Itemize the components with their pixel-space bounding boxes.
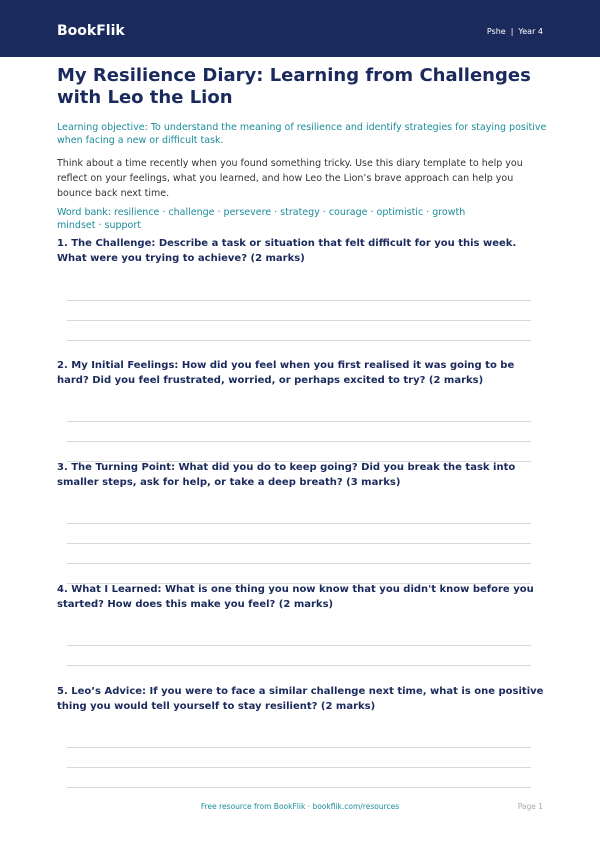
page-number: Page 1: [517, 802, 543, 811]
word-separator: ·: [274, 207, 278, 218]
word-bank-word: resilience: [114, 207, 160, 218]
word-bank-word: persevere: [223, 207, 272, 218]
answer-line[interactable]: [67, 441, 531, 442]
subject-label: Pshe: [486, 27, 506, 36]
brand-logo[interactable]: BookFlik: [57, 23, 125, 39]
answer-line[interactable]: [67, 583, 531, 584]
word-separator: ·: [370, 207, 374, 218]
question-4: 4. What I Learned: What is one thing you now know that you didn't know before you started? How does this make you feel? (2 marks): [57, 584, 534, 610]
word-separator: ·: [162, 207, 166, 218]
word-bank-word: challenge: [168, 207, 215, 218]
word-bank-word: support: [104, 220, 141, 231]
answer-line[interactable]: [67, 300, 531, 301]
word-separator: ·: [98, 220, 102, 231]
intro-text: Think about a time recently when you found something tricky. Use this diary template to help you reflect on your feelings, what you learned, and how Leo the Lion’s brave approach can help you bounce back next time.: [57, 158, 523, 199]
footer-text: Free resource from BookFlik · bookflik.com/resources: [200, 802, 400, 811]
word-separator: ·: [322, 207, 326, 218]
answer-line[interactable]: [67, 543, 531, 544]
answer-line[interactable]: [67, 523, 531, 524]
answer-line[interactable]: [67, 421, 531, 422]
question-1: 1. The Challenge: Describe a task or situation that felt difficult for you this week. What were you trying to achieve? (2 marks): [57, 238, 517, 264]
answer-line[interactable]: [67, 747, 531, 748]
answer-line[interactable]: [67, 787, 531, 788]
question-2: 2. My Initial Feelings: How did you feel when you first realised it was going to be hard? Did you feel frustrated, worried, or perhaps excited to try? (2 marks): [57, 360, 515, 386]
word-bank-word: strategy: [280, 207, 320, 218]
word-bank-word: growth mindset: [57, 207, 466, 231]
page-title: My Resilience Diary: Learning from Challenges with Leo the Lion: [57, 65, 531, 108]
word-separator: ·: [426, 207, 430, 218]
answer-line[interactable]: [67, 563, 531, 564]
question-3: 3. The Turning Point: What did you do to keep going? Did you break the task into smaller steps, ask for help, or take a deep breath? (3 marks): [57, 462, 516, 488]
question-5: 5. Leo’s Advice: If you were to face a similar challenge next time, what is one positive thing you would tell yourself to stay resilient? (2 marks): [57, 686, 544, 712]
year-label: Year 4: [518, 27, 543, 36]
word-bank: [57, 206, 547, 232]
answer-line[interactable]: [67, 767, 531, 768]
answer-line[interactable]: [67, 645, 531, 646]
word-bank-word: courage: [328, 207, 368, 218]
word-bank-label: Word bank:: [57, 207, 112, 218]
word-bank-word: optimistic: [376, 207, 424, 218]
breadcrumb: [487, 27, 543, 36]
breadcrumb-separator: |: [510, 27, 514, 36]
answer-line[interactable]: [67, 320, 531, 321]
answer-line[interactable]: [67, 340, 531, 341]
learning-objective: Learning objective: To understand the meaning of resilience and identify strategies for staying positive when facing a new or difficult task.: [57, 122, 547, 146]
word-separator: ·: [217, 207, 221, 218]
header-bar: [0, 0, 600, 57]
answer-line[interactable]: [67, 665, 531, 666]
